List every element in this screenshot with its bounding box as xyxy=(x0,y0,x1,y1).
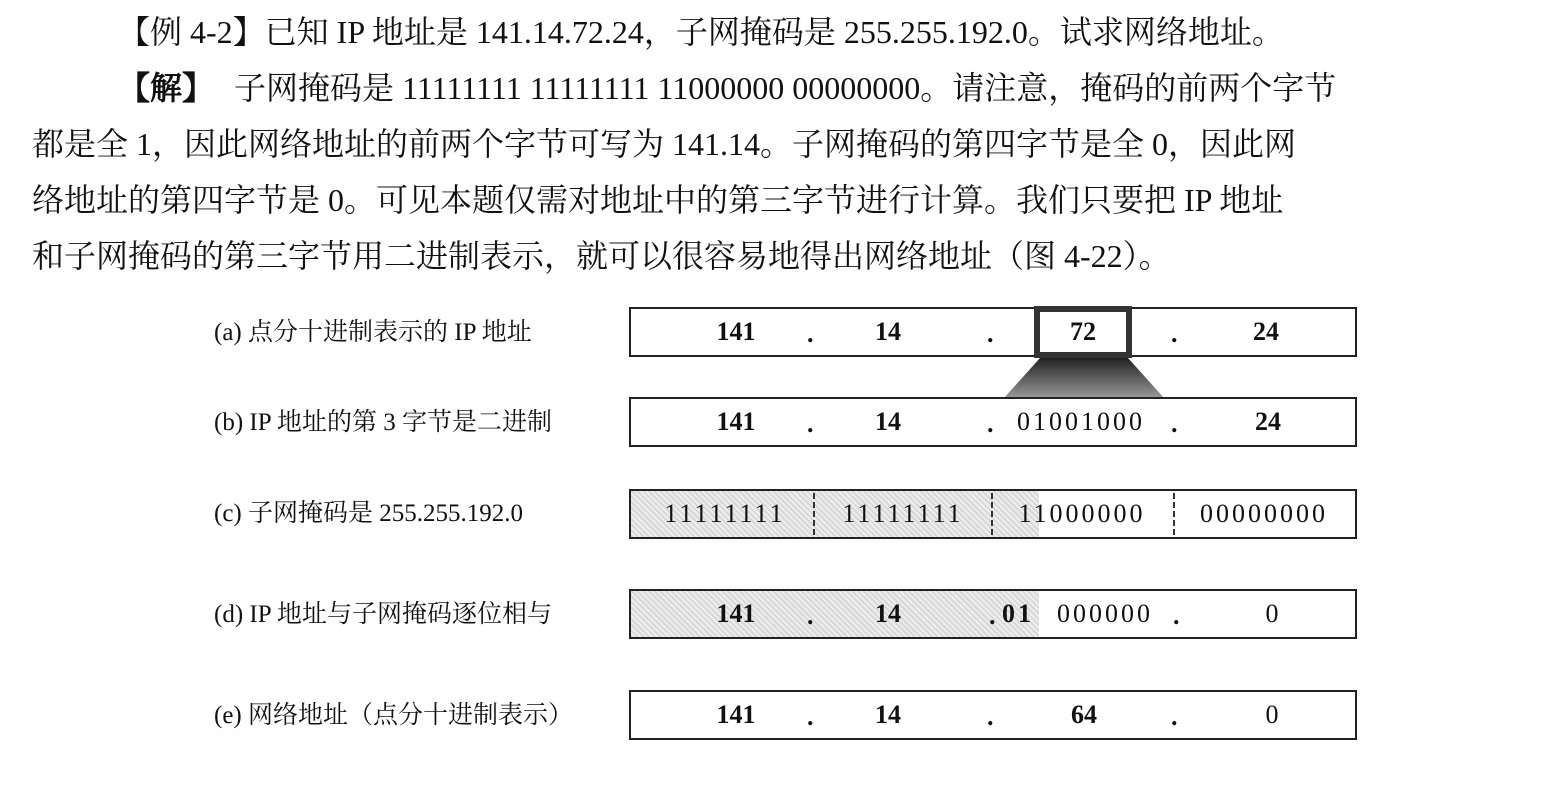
row-c-label: (c) 子网掩码是 255.255.192.0 xyxy=(214,500,523,527)
example-line: 【例 4-2】已知 IP 地址是 141.14.72.24，子网掩码是 255.255.192.0。试求网络地址。 xyxy=(118,14,1284,50)
row-e-box xyxy=(629,690,1357,740)
solution-label: 【解】 xyxy=(118,70,215,106)
row-c-byte4: 00000000 xyxy=(1200,499,1328,528)
row-a-byte3: 72 xyxy=(1070,317,1096,346)
row-b-dot3: . xyxy=(1171,409,1178,438)
solution-line xyxy=(118,60,1336,116)
row-d-byte1: 141 xyxy=(716,599,756,628)
solution-text-2: 都是全 1，因此网络地址的前两个字节可写为 141.14。子网掩码的第四字节是全 0，因此网 xyxy=(32,126,1297,162)
row-c-byte1: 11111111 xyxy=(664,499,786,528)
row-a-byte4: 24 xyxy=(1253,317,1279,346)
row-b-byte1: 141 xyxy=(716,407,756,436)
row-b-dot2: . xyxy=(987,409,994,438)
row-d-byte2: 14 xyxy=(875,599,901,628)
row-e-dot3: . xyxy=(1171,702,1178,731)
solution-text-1: 子网掩码是 11111111 11111111 11000000 00000000。请注意，掩码的前两个字节 xyxy=(234,70,1337,106)
row-b-label: (b) IP 地址的第 3 字节是二进制 xyxy=(214,409,552,436)
row-a-byte1: 141 xyxy=(716,317,756,346)
row-e-byte3: 64 xyxy=(1071,700,1097,729)
row-b-byte3: 01001000 xyxy=(1017,407,1145,436)
row-a-box xyxy=(629,307,1357,357)
row-a-dot2: . xyxy=(987,319,994,348)
row-c-byte2: 11111111 xyxy=(842,499,964,528)
row-c-box xyxy=(629,489,1357,539)
row-c-byte3: 11000000 xyxy=(1018,499,1146,528)
row-d-box xyxy=(629,589,1357,639)
row-a-dot3: . xyxy=(1171,319,1178,348)
row-e-byte4: 0 xyxy=(1265,700,1279,729)
row-d-dot2: . xyxy=(989,601,996,630)
row-d-dot3: . xyxy=(1173,601,1180,630)
row-b-dot1: . xyxy=(807,409,814,438)
row-b-byte4: 24 xyxy=(1255,407,1281,436)
row-d-byte4: 0 xyxy=(1265,599,1279,628)
expand-arrow-icon xyxy=(1004,358,1164,398)
row-b-byte2: 14 xyxy=(875,407,901,436)
row-d-dot1: . xyxy=(807,601,814,630)
row-d-byte3-zero-bits: 000000 xyxy=(1057,599,1153,628)
row-e-dot2: . xyxy=(987,702,994,731)
row-a-byte3-highlight xyxy=(1034,306,1132,358)
row-e-byte1: 141 xyxy=(716,700,756,729)
solution-text-3: 络地址的第四字节是 0。可见本题仅需对地址中的第三字节进行计算。我们只要把 IP 地址 xyxy=(32,182,1284,218)
row-e-label: (e) 网络地址（点分十进制表示） xyxy=(214,702,573,729)
row-e-byte2: 14 xyxy=(875,700,901,729)
row-a-byte2: 14 xyxy=(875,317,901,346)
row-a-dot1: . xyxy=(807,319,814,348)
row-b-box xyxy=(629,397,1357,447)
row-d-byte3-masked-bits: 01 xyxy=(1002,599,1034,628)
row-a-label: (a) 点分十进制表示的 IP 地址 xyxy=(214,319,532,346)
row-d-label: (d) IP 地址与子网掩码逐位相与 xyxy=(214,601,552,628)
row-e-dot1: . xyxy=(807,702,814,731)
solution-text-4: 和子网掩码的第三字节用二进制表示，就可以很容易地得出网络地址（图 4-22）。 xyxy=(32,238,1171,274)
